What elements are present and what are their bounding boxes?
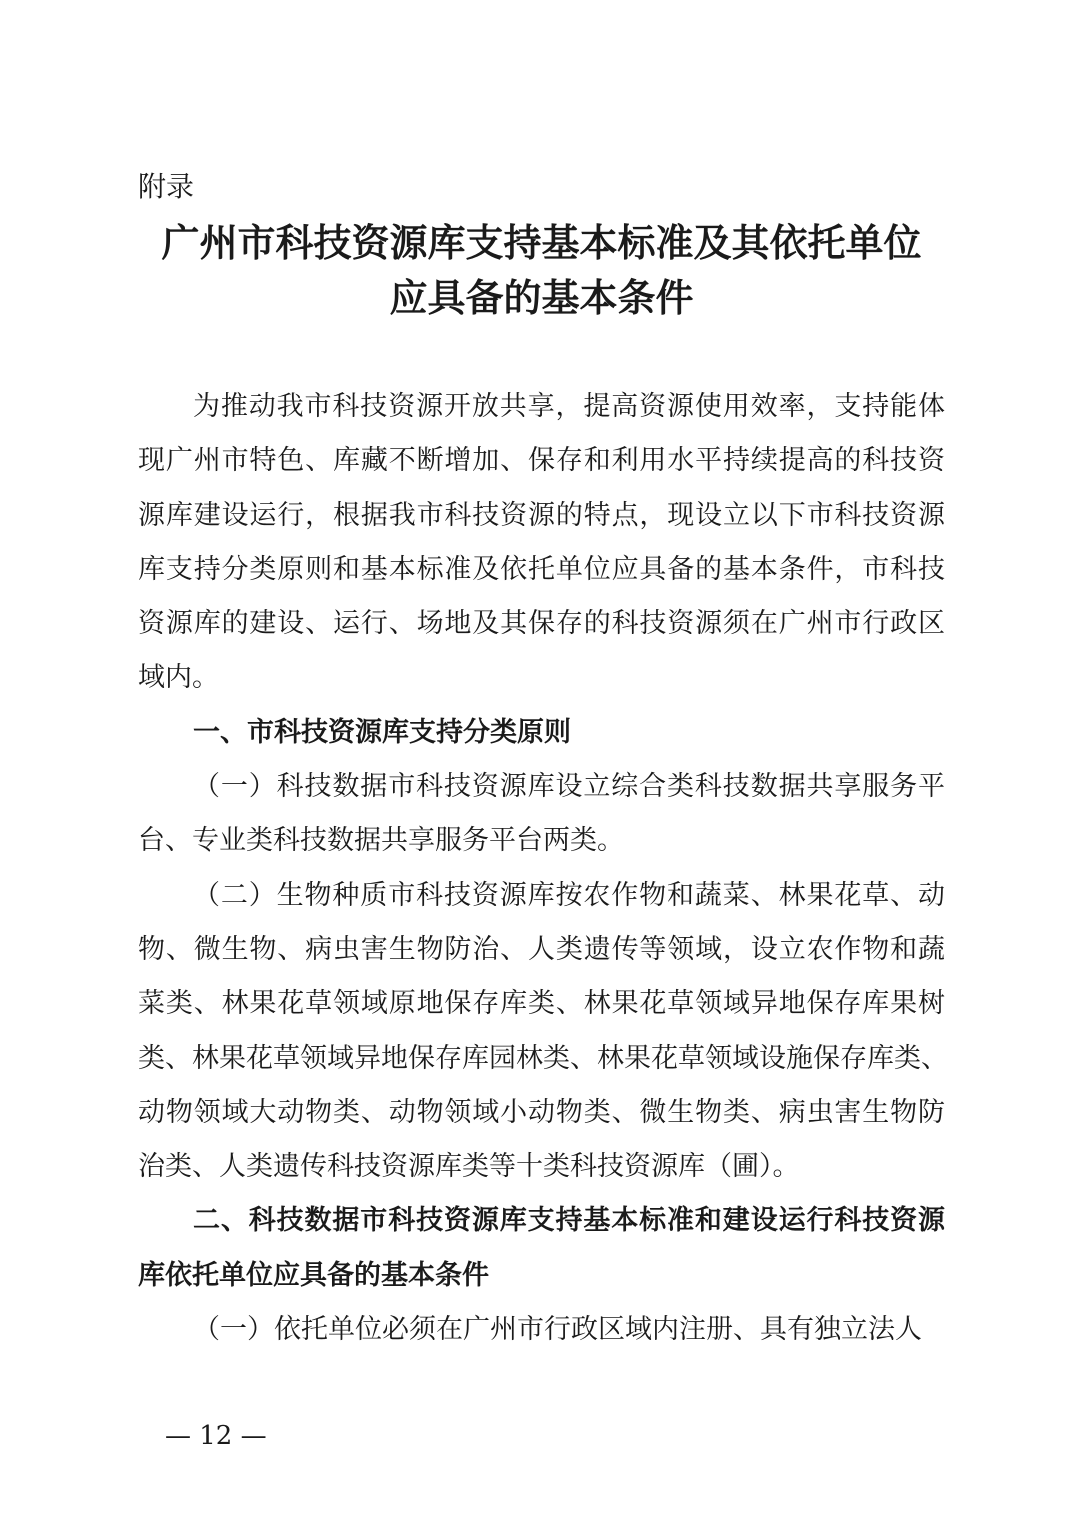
text-line: 为推动我市科技资源开放共享，提高资源使用效率，支持能体 <box>193 391 945 422</box>
text-line: 物、微生物、病虫害生物防治、人类遗传等领域，设立农作物和蔬 <box>138 933 945 965</box>
text-line: （一）科技数据市科技资源库设立综合类科技数据共享服务平 <box>193 771 945 803</box>
text-line: 库依托单位应具备的基本条件 <box>138 1259 489 1291</box>
text-line: 库支持分类原则和基本标准及依托单位应具备的基本条件，市科技 <box>138 553 945 585</box>
paragraph <box>138 760 945 869</box>
paragraph <box>138 869 948 1195</box>
text-line: 治类、人类遗传科技资源库类等十类科技资源库（圃）。 <box>138 1151 800 1183</box>
text-line: 一、市科技资源库支持分类原则 <box>193 716 571 748</box>
text-line: 源库建设运行，根据我市科技资源的特点，现设立以下市科技资源 <box>138 499 945 531</box>
text-line: 菜类、林果花草领域原地保存库类、林果花草领域异地保存库果树 <box>138 988 945 1020</box>
title-line: 应具备的基本条件 <box>389 275 694 320</box>
document-body <box>138 380 948 1357</box>
appendix-label: 附录 <box>138 170 195 203</box>
text-line: 动物领域大动物类、动物领域小动物类、微生物类、病虫害生物防 <box>138 1096 945 1128</box>
text-line: （一）依托单位必须在广州市行政区域内注册、具有独立法人 <box>193 1314 922 1346</box>
section-heading <box>138 706 945 760</box>
text-line: 台、专业类科技数据共享服务平台两类。 <box>138 825 624 857</box>
paragraph <box>138 380 945 706</box>
text-line: 域内。 <box>138 662 219 694</box>
page-number: — 12 — <box>165 1421 267 1451</box>
text-line: 现广州市特色、库藏不断增加、保存和利用水平持续提高的科技资 <box>138 445 945 477</box>
text-line: （二）生物种质市科技资源库按农作物和蔬菜、林果花草、动 <box>193 879 945 911</box>
paragraph <box>138 1303 945 1357</box>
document-title <box>138 215 945 325</box>
text-line: 二、科技数据市科技资源库支持基本标准和建设运行科技资源 <box>193 1205 945 1237</box>
text-line: 类、林果花草领域异地保存库园林类、林果花草领域设施保存库类、 <box>138 1042 948 1074</box>
section-heading <box>138 1194 945 1303</box>
text-line: 资源库的建设、运行、场地及其保存的科技资源须在广州市行政区 <box>138 608 945 640</box>
title-line: 广州市科技资源库支持基本标准及其依托单位 <box>161 220 922 265</box>
